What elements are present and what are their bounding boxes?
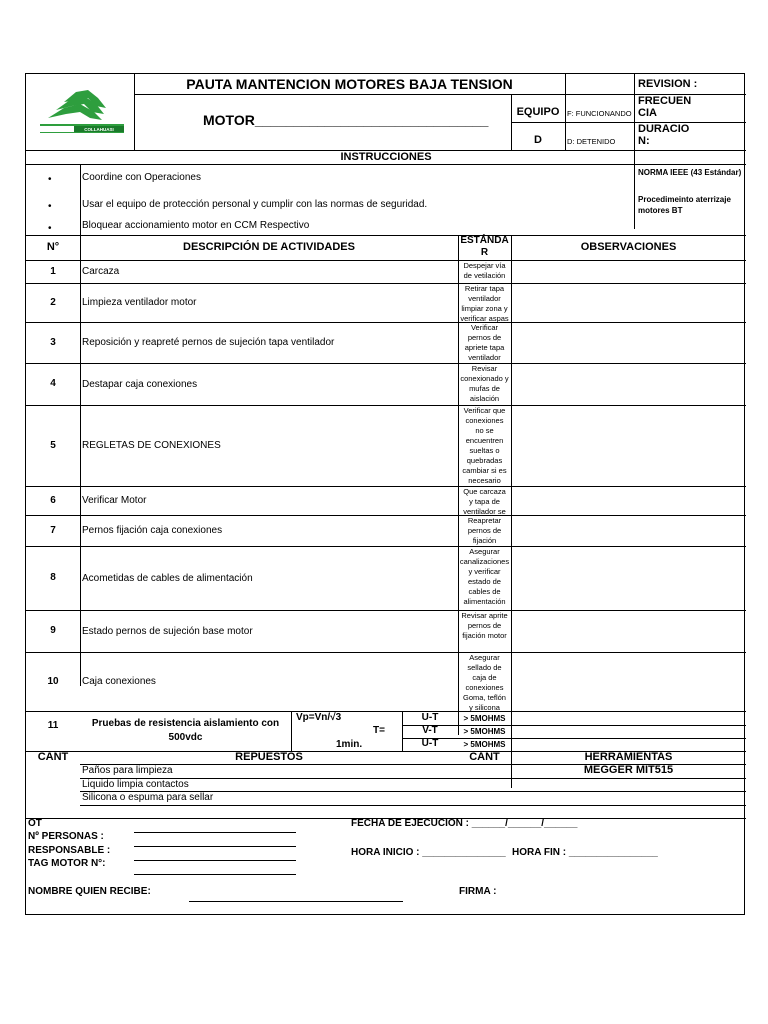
phase-1: U-T (421, 712, 439, 723)
row-description: REGLETAS DE CONEXIONES (82, 440, 221, 451)
row-standard: Despejar vía de vetilación (463, 261, 506, 280)
form-title: PAUTA MANTENCION MOTORES BAJA TENSION (186, 76, 513, 92)
row-standard: Asegurar sellado de caja de conexiones Goma, teflón y silicona (463, 653, 506, 711)
ot-label: OT (28, 818, 42, 829)
frecuencia-label: FRECUEN CIA (638, 95, 692, 119)
row-description: Estado pernos de sujeción base motor (82, 625, 253, 637)
norma-ieee: NORMA IEEE (43 Estándar) (638, 168, 742, 177)
t-label: T= (373, 725, 385, 736)
part-1: Paños para limpieza (82, 765, 173, 776)
row-standard: Reapretar pernos de fijación (467, 516, 502, 545)
hora-fin[interactable]: HORA FIN : ________________ (512, 847, 658, 858)
hora-inicio[interactable]: HORA INICIO : _______________ (351, 847, 506, 858)
equipo-label-2: D (534, 134, 542, 146)
row-number: 7 (50, 525, 56, 536)
procedimiento-aterrizaje: Procedimeinto aterrizaje motores BT (638, 195, 731, 215)
bullet-3: • (48, 223, 52, 234)
row-number: 9 (50, 625, 56, 636)
tag-motor-label: TAG MOTOR N°: (28, 858, 106, 869)
instructions-title: INSTRUCCIONES (340, 151, 432, 163)
repuestos-header: REPUESTOS (235, 751, 303, 763)
row-description: Caja conexiones (82, 676, 156, 687)
bullet-1: • (48, 174, 52, 185)
col-n-header: N° (46, 241, 60, 253)
row-observation[interactable] (511, 322, 746, 363)
row-standard: Verificar pernos de apriete tapa ventilador (464, 323, 505, 362)
maintenance-form (25, 73, 745, 915)
row-number: 4 (50, 378, 56, 389)
row-description: Pernos fijación caja conexiones (82, 525, 223, 536)
row-standard: Retirar tapa ventilador limpiar zona y verificar aspas (460, 284, 509, 322)
extra-input[interactable] (134, 874, 296, 875)
megger-tool: MEGGER MIT515 (583, 764, 674, 776)
row-observation[interactable] (511, 260, 746, 283)
personas-input[interactable] (134, 832, 296, 833)
row-number: 10 (47, 676, 59, 687)
part-3: Silicona o espuma para sellar (82, 792, 214, 803)
row-description: Reposición y reapreté pernos de sujeción tapa ventilador (82, 337, 335, 348)
row-description: Destapar caja conexiones (82, 378, 198, 390)
fecha-ejecucion[interactable]: FECHA DE EJECUCION : ______/______/______ (351, 818, 578, 829)
value-3: > 5MOHMS (463, 740, 506, 749)
funcionando-legend: F: FUNCIONANDO (567, 109, 632, 118)
tag-motor-input[interactable] (134, 860, 296, 861)
row-description: Verificar Motor (82, 495, 147, 506)
min-label: 1min. (336, 739, 363, 750)
firma-label[interactable]: FIRMA : (459, 886, 497, 897)
detenido-legend: D: DETENIDO (567, 137, 616, 146)
revision-label: REVISION : (638, 78, 698, 90)
vp-formula: Vp=Vn/√3 (296, 712, 342, 723)
responsable-input[interactable] (134, 846, 296, 847)
company-logo (36, 84, 128, 136)
instruction-3: Bloquear accionamiento motor en CCM Respectivo (82, 220, 310, 231)
row-description: Carcaza (82, 266, 120, 277)
row-11-n: 11 (47, 720, 59, 731)
instruction-1: Coordine con Operaciones (82, 172, 201, 183)
row-number: 2 (50, 297, 56, 308)
herramientas-header: HERRAMIENTAS (584, 751, 673, 763)
motor-field[interactable]: MOTOR______________________________ (203, 112, 489, 128)
row-observation[interactable] (511, 283, 746, 322)
row-standard: Verificar que conexiones no se encuentren sueltas o quebradas cambiar si es necesario (462, 406, 507, 485)
phase-3: U-T (421, 738, 439, 749)
row-description: Acometidas de cables de alimentación (82, 572, 253, 584)
personas-label: Nº PERSONAS : (28, 831, 104, 842)
row-observation[interactable] (511, 610, 746, 652)
logo-text: COLLAHUASI (84, 127, 114, 132)
row-number: 5 (50, 440, 56, 451)
row-observation[interactable] (511, 546, 746, 610)
row-observation[interactable] (511, 405, 746, 486)
cant2-header: CANT (469, 751, 500, 763)
row-observation[interactable] (511, 652, 746, 711)
col-std-header: ESTÁNDA R (460, 235, 509, 258)
value-2: > 5MOHMS (463, 727, 506, 736)
row-observation[interactable] (511, 515, 746, 546)
cant-header: CANT (37, 751, 69, 763)
row-standard: Revisar conexionado y mufas de aislación (460, 364, 509, 403)
value-1: > 5MOHMS (463, 714, 506, 723)
row-number: 8 (50, 572, 56, 583)
row-number: 1 (50, 266, 56, 277)
col-desc-header: DESCRIPCIÓN DE ACTIVIDADES (183, 241, 355, 253)
row-observation[interactable] (511, 486, 746, 515)
equipo-label: EQUIPO (516, 106, 560, 118)
row-11-desc: Pruebas de resistencia aislamiento con 500vdc (91, 718, 280, 743)
row-number: 3 (50, 337, 56, 348)
row-observation[interactable] (511, 363, 746, 405)
duracion-label: DURACIO N: (638, 123, 690, 147)
part-2: Liquido limpia contactos (82, 779, 189, 790)
phase-2: V-T (422, 725, 438, 736)
instruction-2: Usar el equipo de protección personal y cumplir con las normas de seguridad. (82, 199, 428, 210)
col-obs-header: OBSERVACIONES (580, 241, 677, 253)
row-standard: Asegurar canalizaciones y verificar estado de cables de alimentación (459, 547, 510, 606)
responsable-label: RESPONSABLE : (28, 845, 111, 856)
recibe-label: NOMBRE QUIEN RECIBE: (28, 886, 151, 897)
row-standard: Que carcaza y tapa de ventilador se (463, 487, 506, 515)
bullet-2: • (48, 201, 52, 212)
row-standard: Revisar aprite pernos de fijación motor (461, 611, 508, 640)
row-description: Limpieza ventilador motor (82, 297, 197, 308)
row-number: 6 (50, 495, 56, 506)
recibe-input[interactable] (189, 901, 403, 902)
